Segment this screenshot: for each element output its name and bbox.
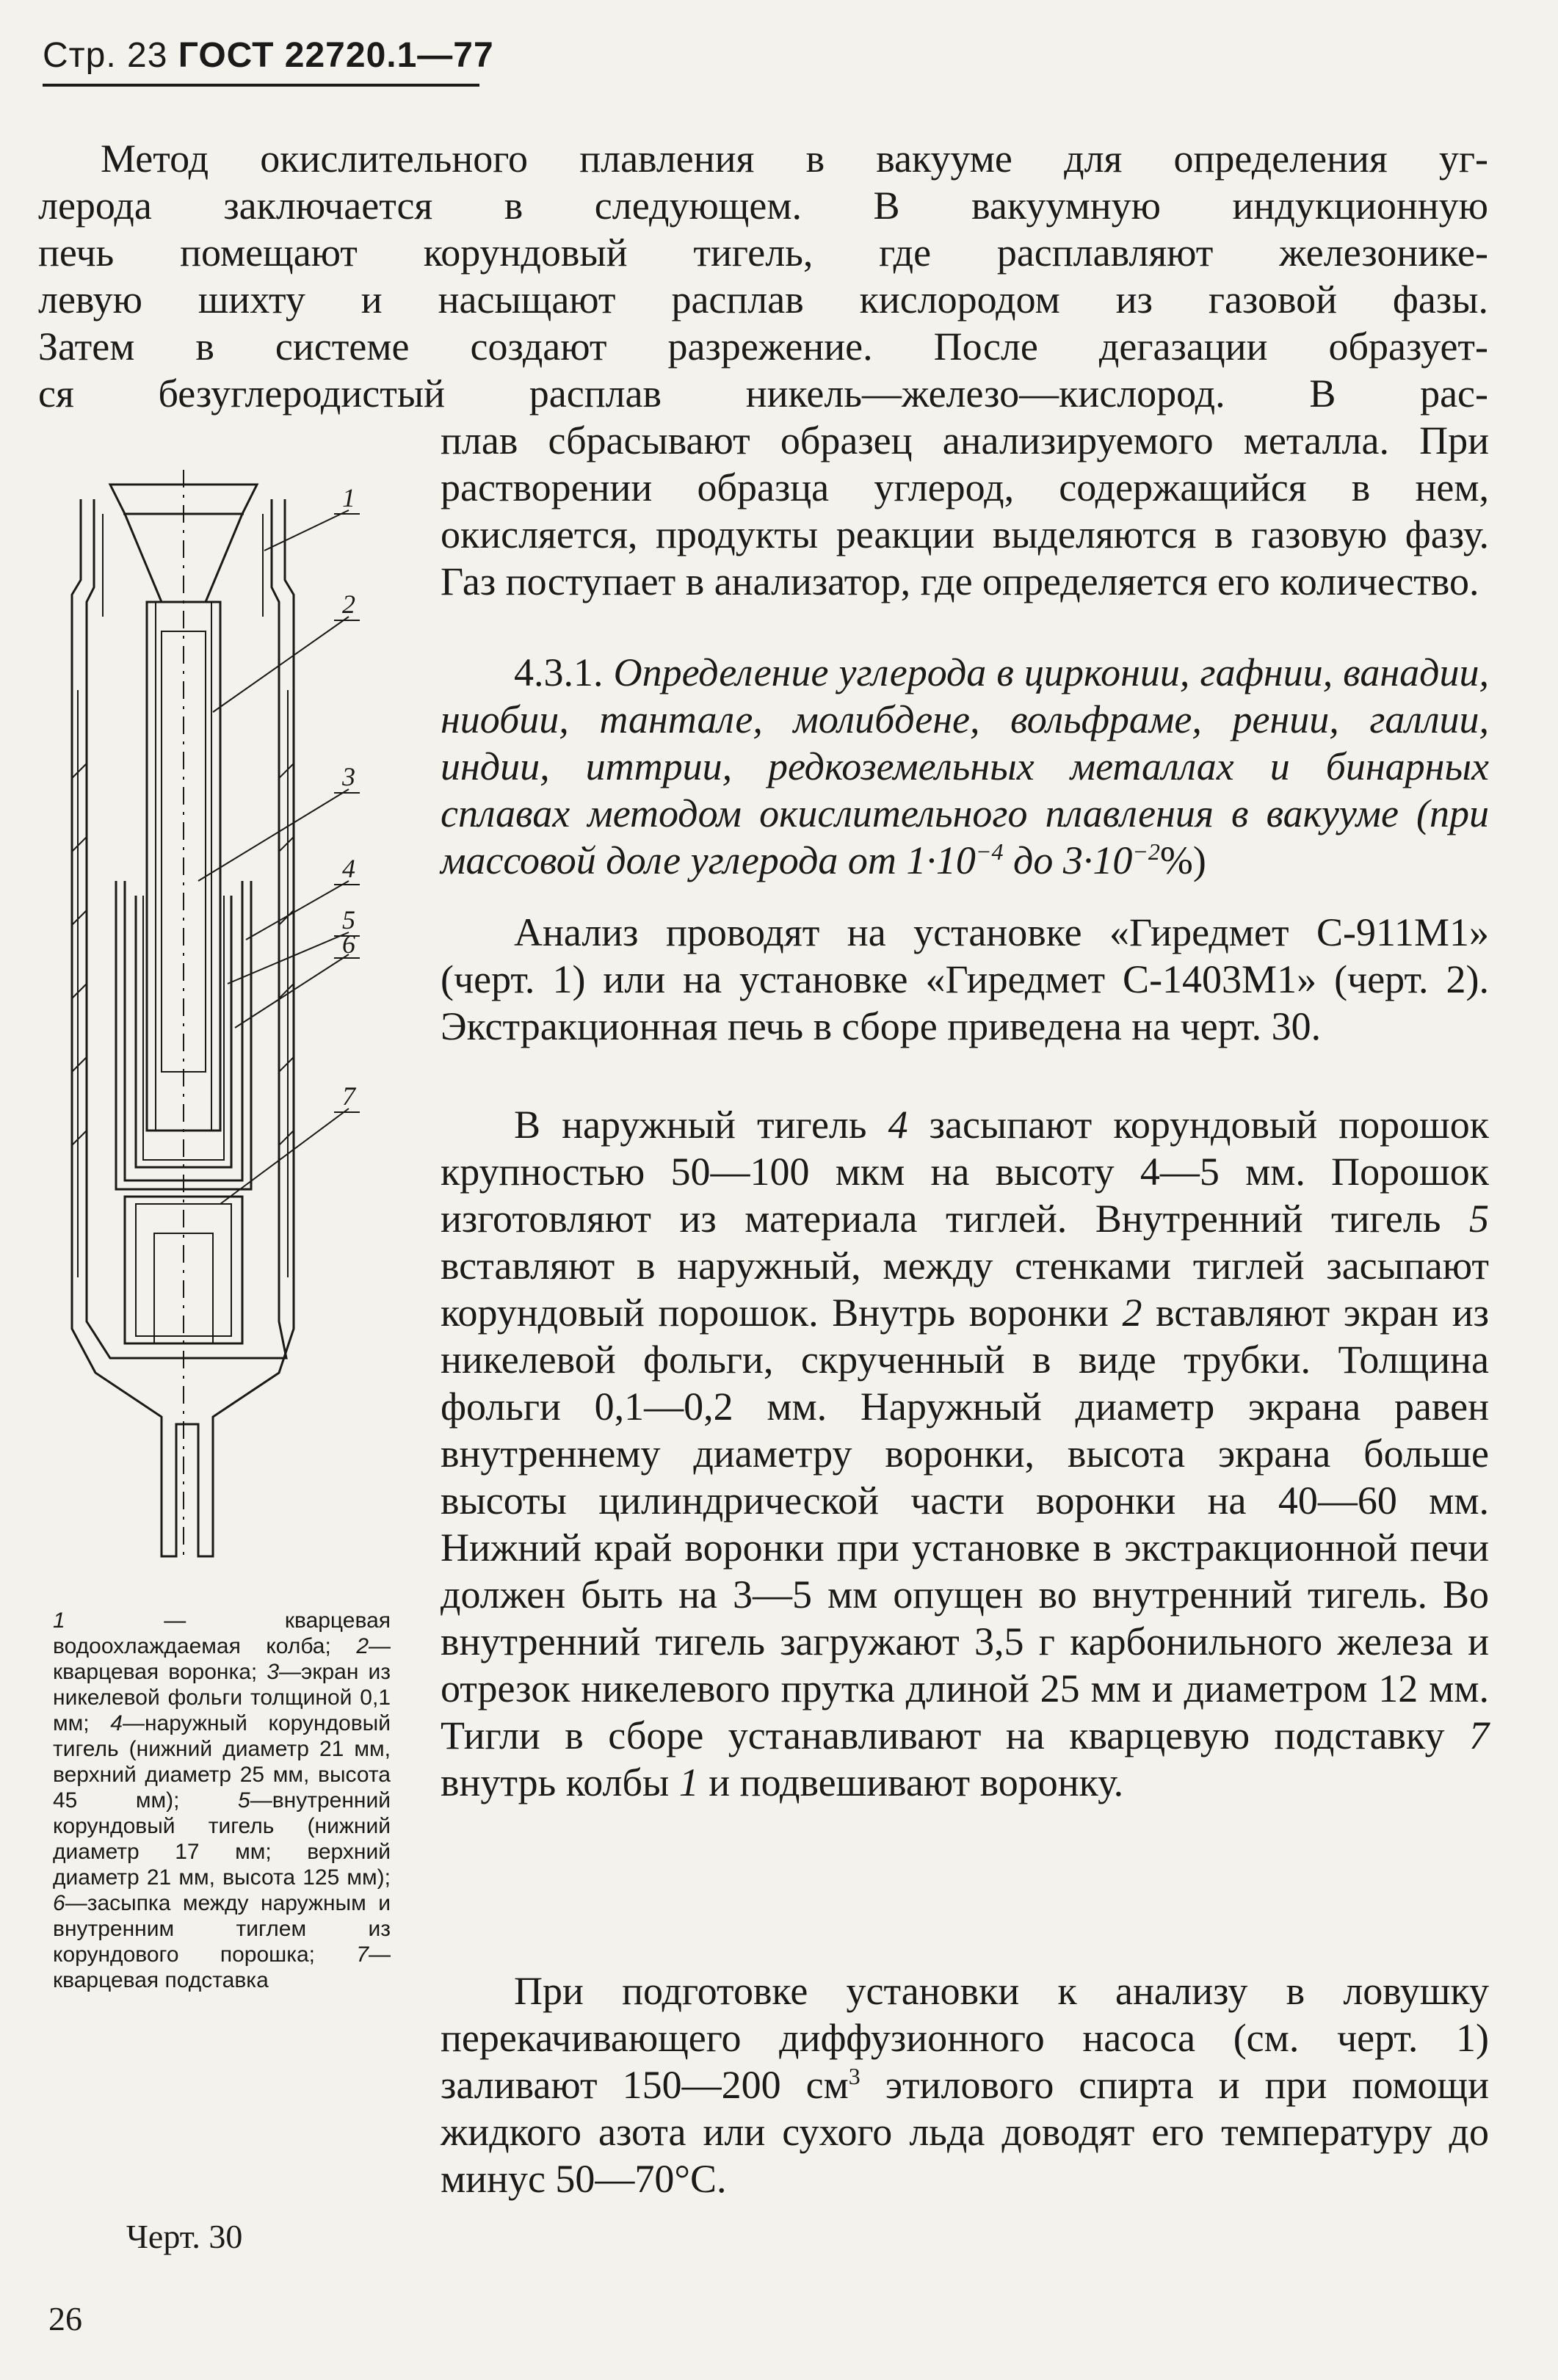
figure-label-2: 2 — [342, 589, 355, 619]
method-paragraph — [38, 135, 1488, 417]
figure-label-4: 4 — [342, 854, 355, 883]
figure-label: Черт. 30 — [126, 2218, 243, 2255]
figure-label-3: 3 — [342, 762, 355, 791]
method-line-5: Затем в системе создают разрежение. После дегазации образует- — [38, 324, 1488, 369]
analysis-text: Анализ проводят на установке «Гиредмет С-911М1» (черт. 1) или на установке «Гиредмет С-1403М1» (черт. 2). Экстракционная печь в сборе приведена на черт. 30. — [441, 910, 1489, 1048]
method-continuation-text: плав сбрасывают образец анализируемого металла. При растворении образца углерод, содержащийся в нем, окисляется, продукты реакции выделяются в газовую фазу. Газ поступает в анализатор, где определяется его количество. — [441, 418, 1489, 603]
crucible-paragraph: В наружный тигель 4 засыпают корундовый порошок крупностью 50—100 мкм на высоту 4—5 мм. Порошок изготовляют из материала тиглей. Внутренний тигель 5 вставляют в наружный, между стенками тиглей засыпают корундовый порошок. Внутрь воронки 2 вставляют экран из никелевой фольги, скрученный в виде трубки. Толщина фольги 0,1—0,2 мм. Наружный диаметр экрана равен внутреннему диаметру воронки, высота экрана больше высоты цилиндрической части воронки на 40—60 мм. Нижний край воронки при установке в экстракционной печи должен быть на 3—5 мм опущен во внутренний тигель. Во внутренний тигель загружают 3,5 г карбонильного железа и отрезок никелевого прутка длиной 25 мм и диаметром 12 мм. Тигли в сборе устанавливают на кварцевую подставку 7 внутрь колбы 1 и подвешивают воронку. — [441, 1103, 1489, 1804]
figure-label-1: 1 — [342, 483, 355, 512]
figure-label-5: 5 — [342, 905, 355, 935]
method-line-3: печь помещают корундовый тигель, где расплавляют железонике- — [38, 231, 1488, 275]
section-title: Определение углерода в цирконии, гафнии, ванадии, ниобии, тантале, молибдене, вольфраме, рении, галлии, индии, иттрии, редкоземельных металлах и бинарных сплавах методом окислительного плавления в вакууме (при массовой доле углерода от $1\cdot 10^{-4}$ до $3\cdot 10^{-2}$ — [441, 650, 1489, 882]
figure-label-7: 7 — [342, 1081, 355, 1111]
header-rule — [43, 84, 479, 87]
method-line-4: левую шихту и насыщают расплав кислородом из газовой фазы. — [38, 277, 1488, 322]
figure-caption: 1 — кварцевая водоохлаждаемая колба; 2—кварцевая воронка; 3—экран из никелевой фольги толщиной 0,1 мм; 4—наружный корундовый тигель (нижний диаметр 21 мм, верхний диаметр 25 мм, высота 45 мм); 5—внутренний корундовый тигель (нижний диаметр 17 мм; верхний диаметр 21 мм, высота 125 мм); 6—засыпка между наружным и внутренним тиглем из корундового порошка; 7—кварцевая подставка — [53, 1608, 391, 1992]
method-continuation — [441, 417, 1489, 605]
extraction-furnace-drawing — [51, 470, 419, 1608]
page-ref: Стр. 23 — [43, 36, 168, 75]
method-line-6: ся безуглеродистый расплав никель—железо—кислород. В рас- — [38, 371, 1488, 416]
figure-label-6: 6 — [342, 929, 355, 959]
page-number: 26 — [48, 2300, 82, 2337]
preparation-paragraph: При подготовке установки к анализу в ловушку перекачивающего диффузионного насоса (см. черт. 1) заливают 150—200 $см^3$ этилового спирта и при помощи жидкого азота или сухого льда доводят его температуру до минус 50—70°С. — [441, 1969, 1489, 2201]
page-header — [43, 35, 494, 76]
standard-code: ГОСТ 22720.1—77 — [178, 36, 494, 75]
method-line-1: Метод окислительного плавления в вакууме для определения уг- — [101, 137, 1488, 181]
section-number: 4.3.1. — [514, 650, 604, 694]
analysis-paragraph — [441, 909, 1489, 1050]
method-line-2: лерода заключается в следующем. В вакуумную индукционную — [38, 184, 1488, 228]
section-4-3-1: 4.3.1. Определение углерода в цирконии, гафнии, ванадии, ниобии, тантале, молибдене, вольфраме, рении, галлии, индии, иттрии, редкоземельных металлах и бинарных сплавах методом окислительного плавления в вакууме (при массовой доле углерода от $1\cdot 10^{-4}$ до $3\cdot 10^{-2}\%$) — [441, 650, 1489, 882]
